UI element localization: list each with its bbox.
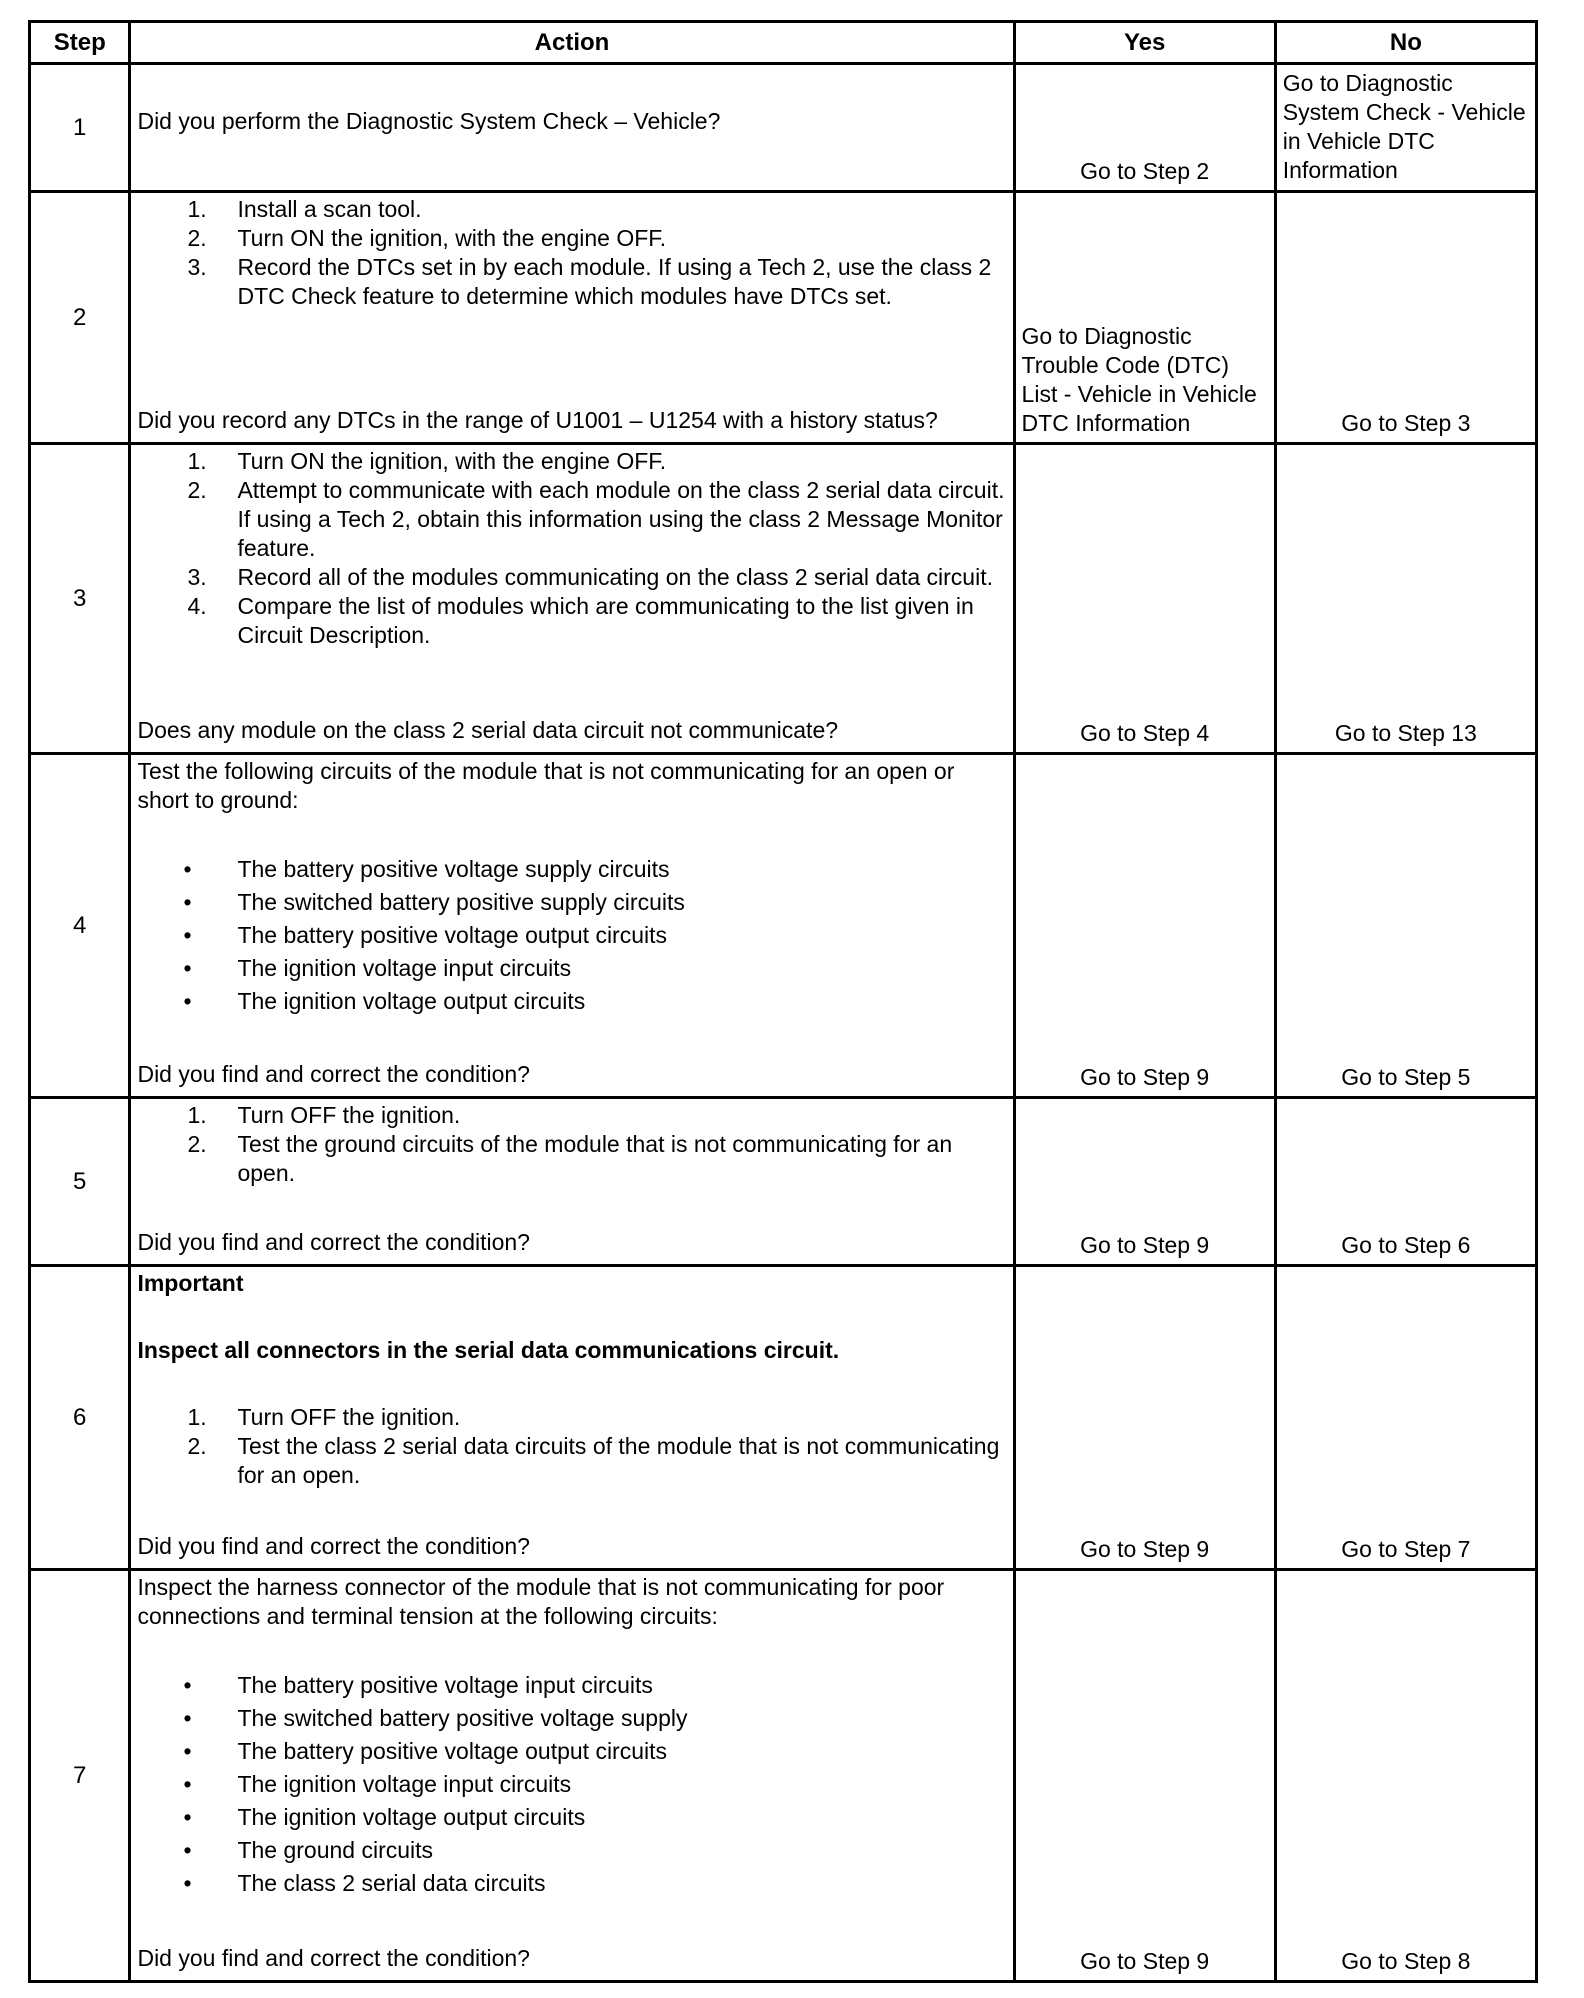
yes-result: Go to Step 9 xyxy=(1080,1232,1210,1258)
table-row xyxy=(30,754,1537,1098)
table-row xyxy=(30,444,1537,754)
yes-cell xyxy=(1014,1570,1275,1982)
step-number: 2 xyxy=(30,192,130,444)
action-question: Did you record any DTCs in the range of U1001 – U1254 with a history status? xyxy=(137,407,938,433)
list-item: 4. Compare the list of modules which are communicating to the list given in Circuit Description. xyxy=(187,593,974,648)
list-item: • The ignition voltage input circuits xyxy=(183,955,572,981)
important-label: Important xyxy=(137,1270,244,1296)
circuit-list xyxy=(137,853,1006,1018)
action-cell xyxy=(130,444,1014,754)
step-number: 3 xyxy=(30,444,130,754)
list-item: • The ignition voltage input circuits xyxy=(183,1771,572,1797)
list-item: • The ignition voltage output circuits xyxy=(183,988,586,1014)
table-row xyxy=(30,64,1537,192)
action-steps xyxy=(137,195,1006,311)
yes-result: Go to Step 4 xyxy=(1080,720,1210,746)
header-row xyxy=(30,22,1537,64)
list-item: 3. Record all of the modules communicating on the class 2 serial data circuit. xyxy=(187,564,993,590)
yes-cell xyxy=(1014,64,1275,192)
header-action: Action xyxy=(130,22,1014,64)
list-item: 3. Record the DTCs set in by each module. If using a Tech 2, use the class 2 DTC Check feature to determine which modules have DTCs set. xyxy=(187,254,992,309)
action-cell xyxy=(130,1098,1014,1266)
action-steps xyxy=(137,447,1006,650)
list-item: 2. Attempt to communicate with each module on the class 2 serial data circuit. If using a Tech 2, obtain this information using the class 2 Message Monitor feature. xyxy=(187,477,1005,561)
list-item: • The battery positive voltage output circuits xyxy=(183,1738,668,1764)
no-cell xyxy=(1275,1098,1536,1266)
table-row xyxy=(30,192,1537,444)
step-number: 6 xyxy=(30,1266,130,1570)
no-result: Go to Step 5 xyxy=(1341,1064,1471,1090)
list-item: 2. Test the ground circuits of the module that is not communicating for an open. xyxy=(187,1131,953,1186)
no-result: Go to Step 3 xyxy=(1341,410,1471,436)
header-no: No xyxy=(1275,22,1536,64)
no-result: Go to Step 8 xyxy=(1341,1948,1471,1974)
no-result: Go to Step 13 xyxy=(1334,720,1477,746)
no-cell xyxy=(1275,64,1536,192)
yes-cell xyxy=(1014,444,1275,754)
yes-cell xyxy=(1014,192,1275,444)
table-row xyxy=(30,1570,1537,1982)
list-item: 1. Turn OFF the ignition. xyxy=(187,1102,461,1128)
yes-result: Go to Step 2 xyxy=(1080,158,1210,184)
list-item: • The class 2 serial data circuits xyxy=(183,1870,546,1896)
step-number: 5 xyxy=(30,1098,130,1266)
list-item: 1. Turn ON the ignition, with the engine OFF. xyxy=(187,448,667,474)
action-cell xyxy=(130,1266,1014,1570)
list-item: • The ground circuits xyxy=(183,1837,434,1863)
list-item: 1. Install a scan tool. xyxy=(187,196,422,222)
no-cell xyxy=(1275,754,1536,1098)
list-item: • The battery positive voltage output circuits xyxy=(183,922,668,948)
action-cell xyxy=(130,1570,1014,1982)
yes-result: Go to Step 9 xyxy=(1080,1948,1210,1974)
yes-result: Go to Diagnostic Trouble Code (DTC) List - Vehicle in Vehicle DTC Information xyxy=(1021,323,1257,436)
step-number: 7 xyxy=(30,1570,130,1982)
list-item: 2. Test the class 2 serial data circuits of the module that is not communicating for an open. xyxy=(187,1433,1000,1488)
action-intro: Test the following circuits of the module that is not communicating for an open or short to ground: xyxy=(137,758,955,813)
list-item: • The battery positive voltage input circuits xyxy=(183,1672,653,1698)
circuit-list xyxy=(137,1669,1006,1900)
list-item: • The battery positive voltage supply circuits xyxy=(183,856,670,882)
yes-cell xyxy=(1014,754,1275,1098)
no-cell xyxy=(1275,444,1536,754)
header-step: Step xyxy=(30,22,130,64)
action-question: Did you perform the Diagnostic System Check – Vehicle? xyxy=(137,108,721,134)
important-note: Inspect all connectors in the serial data communications circuit. xyxy=(137,1337,840,1363)
step-number: 1 xyxy=(30,64,130,192)
no-result: Go to Step 7 xyxy=(1341,1536,1471,1562)
action-question: Does any module on the class 2 serial data circuit not communicate? xyxy=(137,717,839,743)
list-item: • The switched battery positive voltage supply xyxy=(183,1705,688,1731)
action-cell xyxy=(130,754,1014,1098)
table-row xyxy=(30,1098,1537,1266)
yes-result: Go to Step 9 xyxy=(1080,1064,1210,1090)
no-cell xyxy=(1275,1570,1536,1982)
action-question: Did you find and correct the condition? xyxy=(137,1229,530,1255)
no-cell xyxy=(1275,1266,1536,1570)
action-steps xyxy=(137,1403,1006,1490)
table-row xyxy=(30,1266,1537,1570)
yes-cell xyxy=(1014,1098,1275,1266)
yes-result: Go to Step 9 xyxy=(1080,1536,1210,1562)
header-yes: Yes xyxy=(1014,22,1275,64)
step-number: 4 xyxy=(30,754,130,1098)
no-result: Go to Step 6 xyxy=(1341,1232,1471,1258)
action-intro: Inspect the harness connector of the module that is not communicating for poor connections and terminal tension at the following circuits: xyxy=(137,1574,945,1629)
action-cell xyxy=(130,192,1014,444)
list-item: • The switched battery positive supply circuits xyxy=(183,889,685,915)
action-question: Did you find and correct the condition? xyxy=(137,1061,530,1087)
no-result: Go to Diagnostic System Check - Vehicle in Vehicle DTC Information xyxy=(1282,70,1526,183)
action-question: Did you find and correct the condition? xyxy=(137,1945,530,1971)
action-steps xyxy=(137,1101,1006,1188)
yes-cell xyxy=(1014,1266,1275,1570)
diagnostic-table xyxy=(28,20,1538,1983)
list-item: • The ignition voltage output circuits xyxy=(183,1804,586,1830)
no-cell xyxy=(1275,192,1536,444)
action-question: Did you find and correct the condition? xyxy=(137,1533,530,1559)
list-item: 1. Turn OFF the ignition. xyxy=(187,1404,461,1430)
action-cell xyxy=(130,64,1014,192)
list-item: 2. Turn ON the ignition, with the engine OFF. xyxy=(187,225,667,251)
